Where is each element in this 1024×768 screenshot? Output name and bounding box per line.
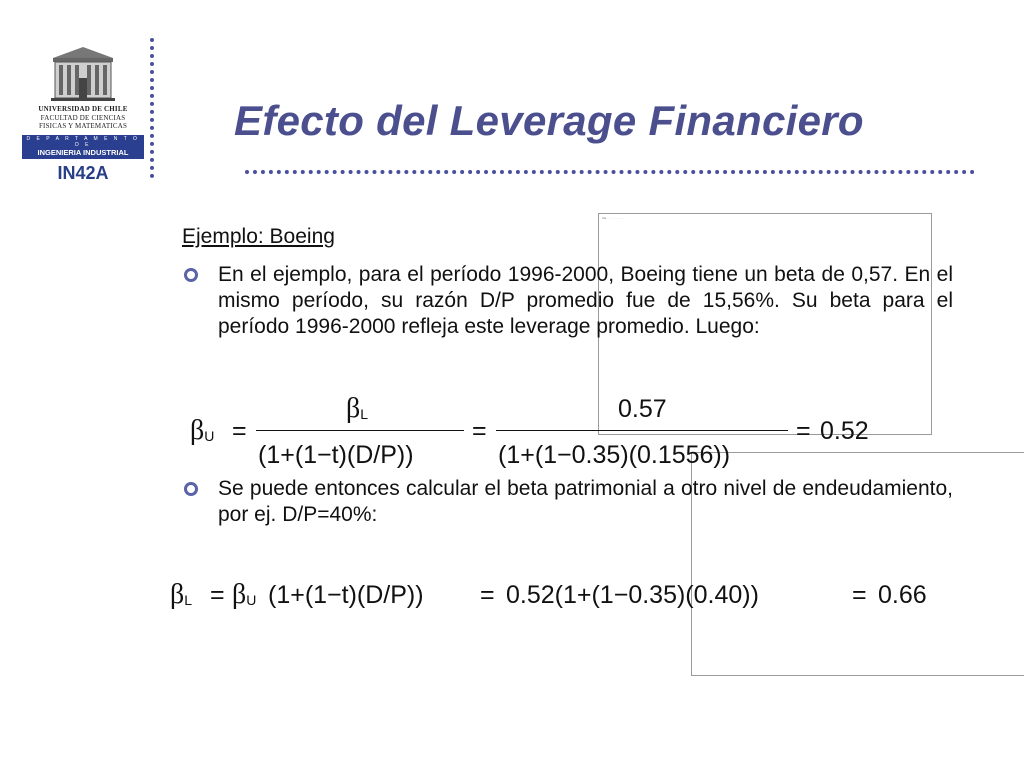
bullet-text: Se puede entonces calcular el beta patrimonial a otro nivel de endeudamiento, por ej. D/P=40%: (218, 477, 953, 526)
equals-sign: = (796, 417, 811, 445)
faculty-name-line-1: FACULTAD DE CIENCIAS (40, 113, 126, 122)
equals-sign: = (472, 417, 487, 445)
slide-title: Efecto del Leverage Financiero (234, 97, 864, 144)
denominator-expression: (1+(1−t)(D/P)) (258, 441, 414, 469)
equals-sign: = (480, 581, 495, 609)
vertical-dotted-divider (150, 38, 154, 178)
course-code: IN42A (57, 162, 109, 183)
numerator-value: 0.57 (618, 395, 667, 423)
university-building-emblem (47, 44, 119, 102)
numerator-levered-beta: βL (346, 393, 369, 424)
department-name: INGENIERIA INDUSTRIAL (37, 147, 129, 157)
title-dotted-underline (245, 170, 975, 174)
faculty-name-line-2: FISICAS Y MATEMATICAS (38, 122, 128, 130)
ring-bullet-icon (184, 482, 198, 496)
denominator-value: (1+(1−0.35)(0.1556)) (498, 441, 731, 469)
formula-lhs: βU (190, 415, 215, 446)
fraction-bar (256, 430, 464, 431)
embedded-object-caption: Ins. . . . . . . . . . . (602, 216, 624, 220)
equals-sign: = (852, 581, 867, 609)
formula-result: 0.52 (820, 417, 869, 445)
department-bar (22, 135, 144, 159)
department-label: D E P A R T A M E N T O D E (26, 135, 140, 148)
fraction-bar (496, 430, 788, 431)
formula-lhs: βL (170, 579, 193, 610)
bullet-item (218, 476, 953, 528)
bullet-text: En el ejemplo, para el período 1996-2000, Boeing tiene un beta de 0,57. En el mismo período, su razón D/P promedio fue de 15,56%. Su beta para el período 1996-2000 refleja este leverage promedio. Luego: (218, 263, 953, 338)
substituted-expression: 0.52(1+(1−0.35)(0.40)) (506, 581, 759, 609)
equals-sign: = (210, 581, 225, 609)
unlevered-beta-formula (190, 388, 910, 474)
formula-result: 0.66 (878, 581, 927, 609)
example-heading: Ejemplo: Boeing (182, 225, 335, 248)
levered-beta-formula (170, 568, 950, 628)
equals-sign: = (232, 417, 247, 445)
unlevered-beta-symbol: βU (232, 579, 257, 610)
university-name: UNIVERSIDAD DE CHILE (38, 105, 128, 113)
university-logo (22, 44, 144, 184)
ring-bullet-icon (184, 268, 198, 282)
bullet-item (218, 262, 953, 340)
leverage-expression: (1+(1−t)(D/P)) (268, 581, 424, 609)
